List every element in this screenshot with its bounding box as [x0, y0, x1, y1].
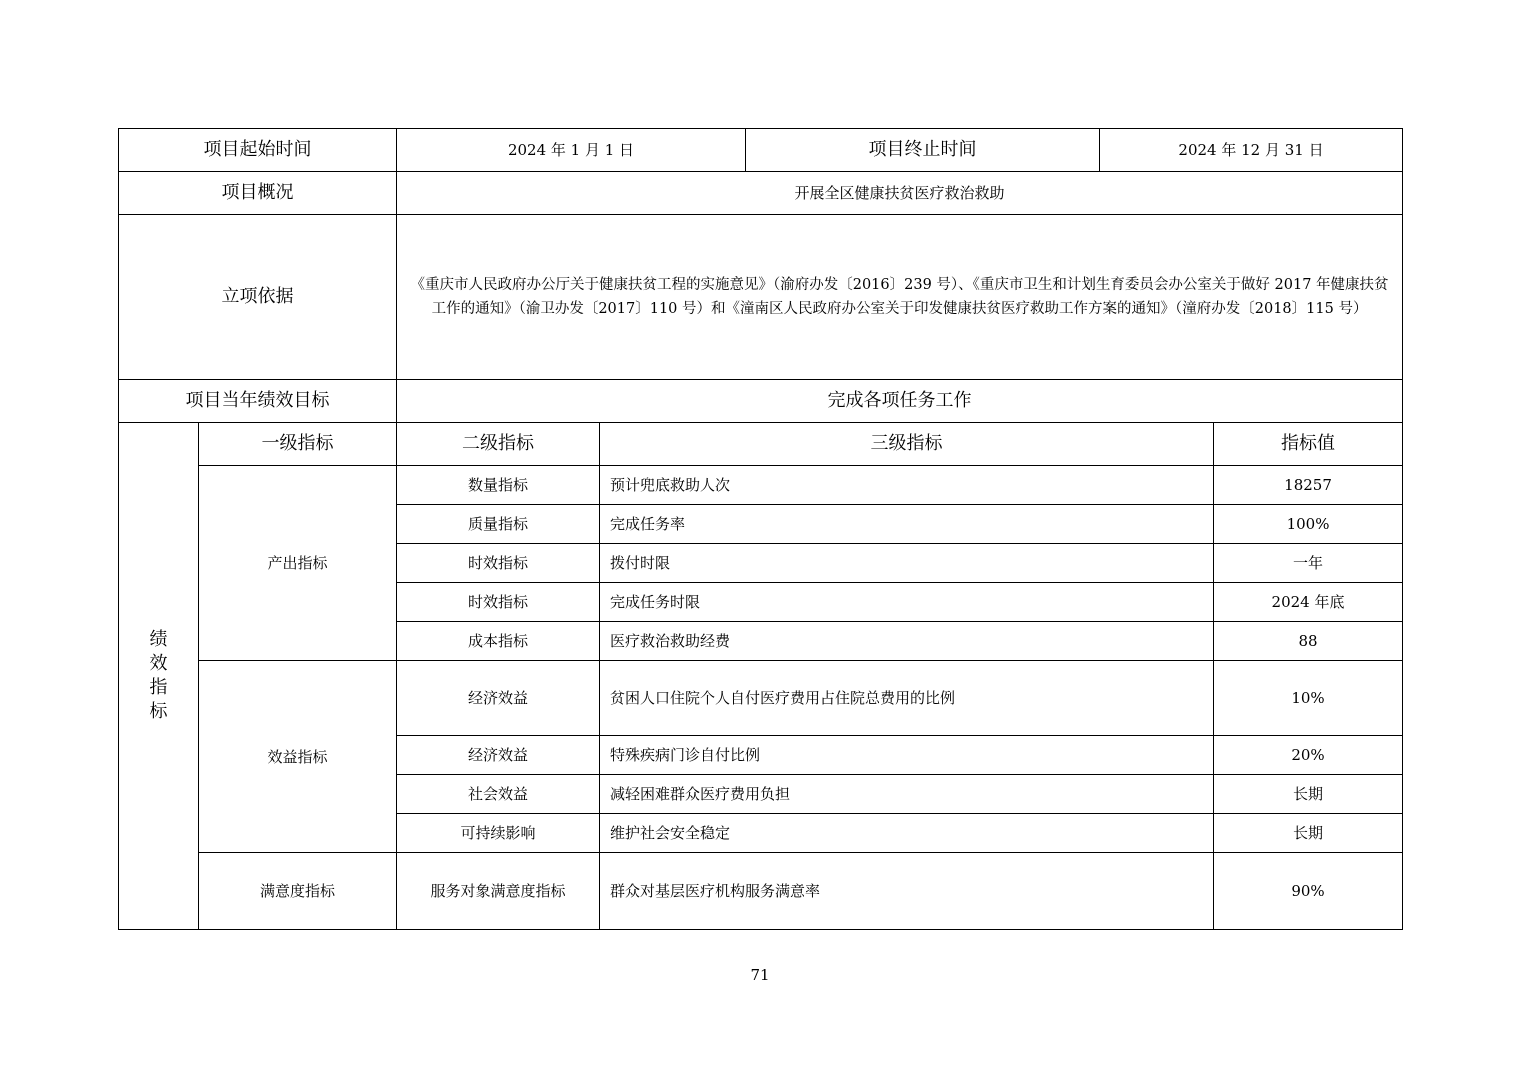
- value-cell: 长期: [1214, 814, 1403, 853]
- value-cell: 88: [1214, 622, 1403, 661]
- end-time-value: 2024 年 12 月 31 日: [1100, 129, 1403, 172]
- col-level1-header: 一级指标: [199, 423, 397, 466]
- col-level2-header: 二级指标: [397, 423, 600, 466]
- level3-cell: 群众对基层医疗机构服务满意率: [600, 853, 1214, 930]
- group-label-satisfaction: 满意度指标: [199, 853, 397, 930]
- level3-cell: 贫困人口住院个人自付医疗费用占住院总费用的比例: [600, 661, 1214, 736]
- indicator-header-row: [119, 423, 1403, 466]
- overview-row: [119, 172, 1403, 215]
- level2-cell: 经济效益: [397, 661, 600, 736]
- goal-value: 完成各项任务工作: [397, 380, 1403, 423]
- level3-cell: 完成任务时限: [600, 583, 1214, 622]
- value-cell: 10%: [1214, 661, 1403, 736]
- level2-cell: 社会效益: [397, 775, 600, 814]
- level2-cell: 质量指标: [397, 505, 600, 544]
- value-cell: 90%: [1214, 853, 1403, 930]
- indicator-section-label: 绩效指标: [119, 423, 199, 930]
- overview-value: 开展全区健康扶贫医疗救治救助: [397, 172, 1403, 215]
- col-value-header: 指标值: [1214, 423, 1403, 466]
- table-row: [119, 661, 1403, 736]
- value-cell: 2024 年底: [1214, 583, 1403, 622]
- level2-cell: 时效指标: [397, 544, 600, 583]
- start-end-row: [119, 129, 1403, 172]
- basis-row: [119, 215, 1403, 380]
- overview-label: 项目概况: [119, 172, 397, 215]
- level2-cell: 服务对象满意度指标: [397, 853, 600, 930]
- level3-cell: 医疗救治救助经费: [600, 622, 1214, 661]
- table-row: [119, 466, 1403, 505]
- value-cell: 一年: [1214, 544, 1403, 583]
- table-row: [119, 853, 1403, 930]
- value-cell: 长期: [1214, 775, 1403, 814]
- performance-table: [118, 128, 1403, 930]
- start-time-label: 项目起始时间: [119, 129, 397, 172]
- level3-cell: 拨付时限: [600, 544, 1214, 583]
- goal-row: [119, 380, 1403, 423]
- value-cell: 20%: [1214, 736, 1403, 775]
- group-label-output: 产出指标: [199, 466, 397, 661]
- level3-cell: 预计兜底救助人次: [600, 466, 1214, 505]
- col-level3-header: 三级指标: [600, 423, 1214, 466]
- level2-cell: 可持续影响: [397, 814, 600, 853]
- value-cell: 18257: [1214, 466, 1403, 505]
- basis-value: 《重庆市人民政府办公厅关于健康扶贫工程的实施意见》（渝府办发〔2016〕239 号）、《重庆市卫生和计划生育委员会办公室关于做好 2017 年健康扶贫工作的通知》（渝卫办发〔2017〕110 号）和《潼南区人民政府办公室关于印发健康扶贫医疗救助工作方案的通知》（潼府办发〔2018〕115 号）: [397, 215, 1403, 380]
- level2-cell: 成本指标: [397, 622, 600, 661]
- level3-cell: 减轻困难群众医疗费用负担: [600, 775, 1214, 814]
- basis-label: 立项依据: [119, 215, 397, 380]
- level3-cell: 完成任务率: [600, 505, 1214, 544]
- value-cell: 100%: [1214, 505, 1403, 544]
- end-time-label: 项目终止时间: [746, 129, 1100, 172]
- start-time-value: 2024 年 1 月 1 日: [397, 129, 746, 172]
- level3-cell: 特殊疾病门诊自付比例: [600, 736, 1214, 775]
- goal-label: 项目当年绩效目标: [119, 380, 397, 423]
- level3-cell: 维护社会安全稳定: [600, 814, 1214, 853]
- level2-cell: 时效指标: [397, 583, 600, 622]
- level2-cell: 数量指标: [397, 466, 600, 505]
- page-number: 71: [750, 966, 770, 984]
- group-label-benefit: 效益指标: [199, 661, 397, 853]
- level2-cell: 经济效益: [397, 736, 600, 775]
